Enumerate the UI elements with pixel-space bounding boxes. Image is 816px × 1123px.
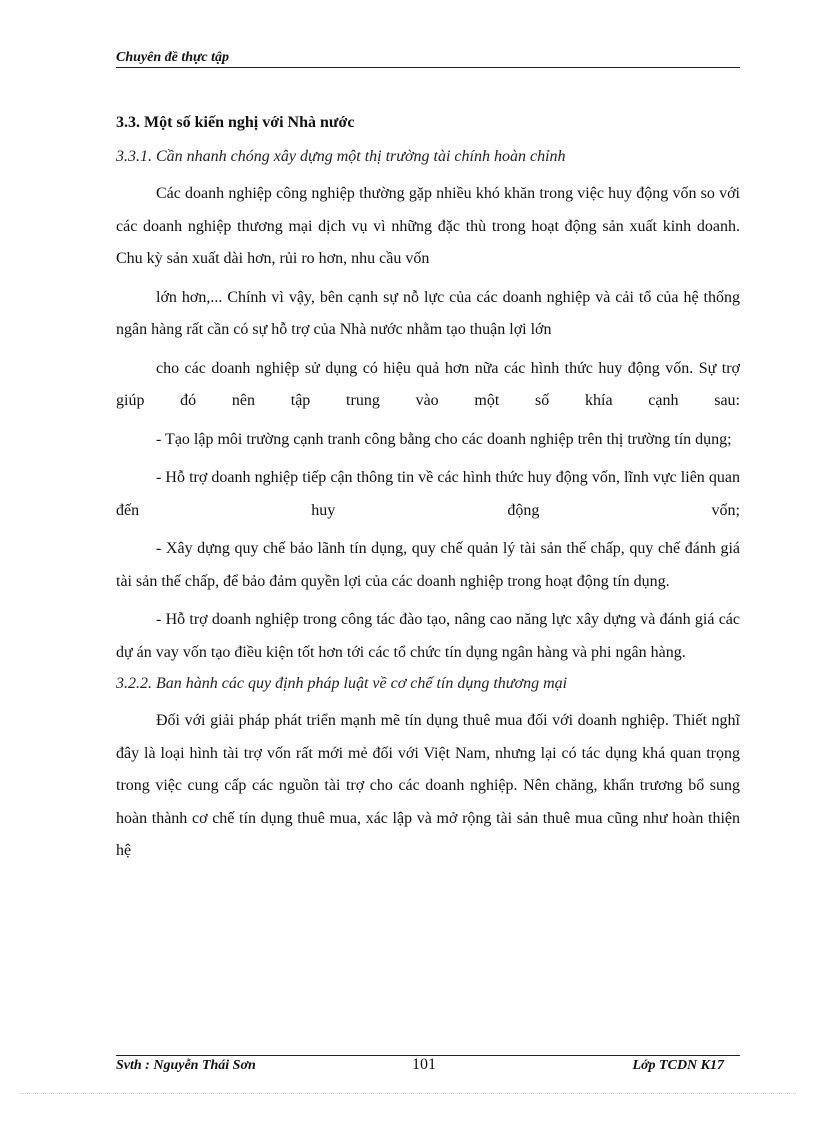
paragraph-4: Đối với giải pháp phát triển mạnh mẽ tín dụng thuê mua đối với doanh nghiệp. Thiết nghĩ đây là loại hình tài trợ vốn rất mới mẻ đối với Việt Nam, nhưng lại có tác dụng khá quan trọng trong việc cung cấp các nguồn tài trợ cho các doanh nghiệp. Nên chăng, khẩn trương bổ sung hoàn thành cơ chế tín dụng thuê mua, xác lập và mở rộng tài sản thuê mua cũng như hoàn thiện hệ (116, 712, 740, 859)
paragraph-3: cho các doanh nghiệp sử dụng có hiệu quả hơn nữa các hình thức huy động vốn. Sự trợ giúp đó nên tập trung vào một số khía cạnh sau: (116, 359, 740, 409)
section-heading: 3.3. Một số kiến nghị với Nhà nước (116, 114, 355, 131)
bullet-2: - Hỗ trợ doanh nghiệp tiếp cận thông tin về các hình thức huy động vốn, lĩnh vực liên quan đến huy động vốn; (116, 469, 740, 519)
page-number: 101 (412, 1056, 436, 1073)
document-body (116, 108, 740, 874)
header-divider (116, 67, 740, 68)
subsection-heading-1: 3.3.1. Cần nhanh chóng xây dựng một thị trường tài chính hoàn chỉnh (116, 148, 566, 165)
page-edge-divider (20, 1093, 796, 1094)
paragraph-1: Các doanh nghiệp công nghiệp thường gặp nhiều khó khăn trong việc huy động vốn so với các doanh nghiệp thương mại dịch vụ vì những đặc thù trong hoạt động sản xuất kinh doanh. Chu kỳ sản xuất dài hơn, rủi ro hơn, nhu cầu vốn (116, 185, 740, 267)
bullet-3: - Xây dựng quy chế bảo lãnh tín dụng, quy chế quản lý tài sản thế chấp, quy chế đánh giá tài sản thế chấp, để bảo đảm quyền lợi của các doanh nghiệp trong hoạt động tín dụng. (116, 540, 740, 590)
subsection-heading-2: 3.2.2. Ban hành các quy định pháp luật về cơ chế tín dụng thương mại (116, 675, 568, 692)
footer-class: Lớp TCDN K17 (632, 1058, 724, 1073)
footer-author: Svth : Nguyễn Thái Sơn (116, 1058, 256, 1073)
bullet-4: - Hỗ trợ doanh nghiệp trong công tác đào tạo, nâng cao năng lực xây dựng và đánh giá các dự án vay vốn tạo điều kiện tốt hơn tới các tổ chức tín dụng ngân hàng và phi ngân hàng. (116, 611, 740, 661)
paragraph-2: lớn hơn,... Chính vì vậy, bên cạnh sự nỗ lực của các doanh nghiệp và cải tổ của hệ thống ngân hàng rất cần có sự hỗ trợ của Nhà nước nhằm tạo thuận lợi lớn (116, 288, 740, 338)
header-title: Chuyên đề thực tập (116, 50, 230, 65)
bullet-1: - Tạo lập môi trường cạnh tranh công bằng cho các doanh nghiệp trên thị trường tín dụng; (156, 430, 732, 448)
